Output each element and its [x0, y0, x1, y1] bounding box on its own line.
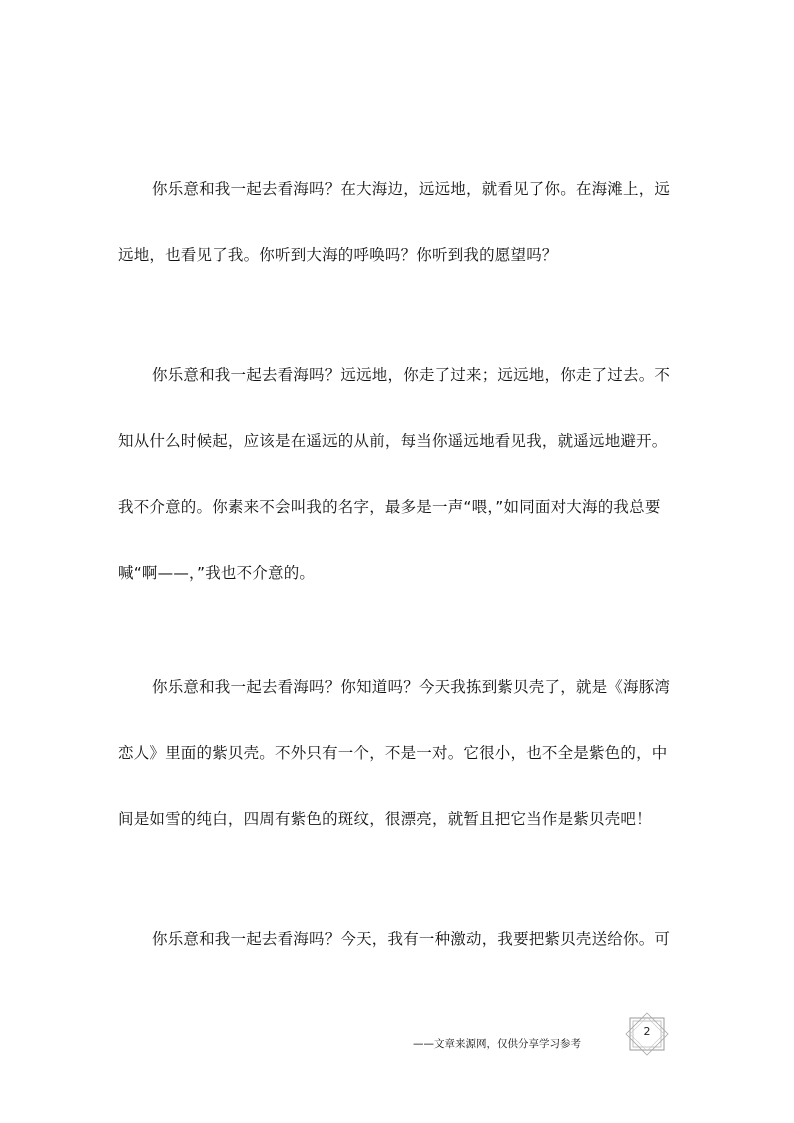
paragraph-line: 你乐意和我一起去看海吗？你知道吗？今天我拣到紫贝壳了，就是《海豚湾: [152, 678, 671, 696]
paragraph-line: 远地，也看见了我。你听到大海的呼唤吗？你听到我的愿望吗？: [118, 246, 558, 264]
paragraph-line: 恋人》里面的紫贝壳。不外只有一个，不是一对。它很小，也不全是紫色的，中: [118, 744, 668, 762]
paragraph-line: 间是如雪的纯白，四周有紫色的斑纹，很漂亮，就暂且把它当作是紫贝壳吧！: [118, 810, 652, 828]
paragraph-line: 我不介意的。你素来不会叫我的名字，最多是一声“喂，”如同面对大海的我总要: [118, 498, 661, 516]
paragraph-line: 喊“啊——，”我也不介意的。: [118, 564, 316, 582]
paragraph-1: [118, 178, 678, 310]
page-number-badge: [624, 1012, 670, 1056]
paragraph-line: 知从什么时候起，应该是在遥远的从前，每当你遥远地看见我，就遥远地避开。: [118, 432, 668, 450]
paragraph-3: [118, 676, 678, 874]
paragraph-2: [118, 364, 678, 628]
paragraph-line: 你乐意和我一起去看海吗？在大海边，远远地，就看见了你。在海滩上，远: [152, 180, 671, 198]
paragraph-line: 你乐意和我一起去看海吗？今天，我有一种激动，我要把紫贝壳送给你。可: [152, 930, 671, 948]
paragraph-line: 你乐意和我一起去看海吗？远远地，你走了过来；远远地，你走了过去。不: [152, 366, 671, 384]
footer-source-note: ——文章来源网，仅供分享学习参考: [413, 1038, 581, 1050]
page-number: 2: [643, 1025, 651, 1038]
paragraph-4: [118, 928, 678, 994]
